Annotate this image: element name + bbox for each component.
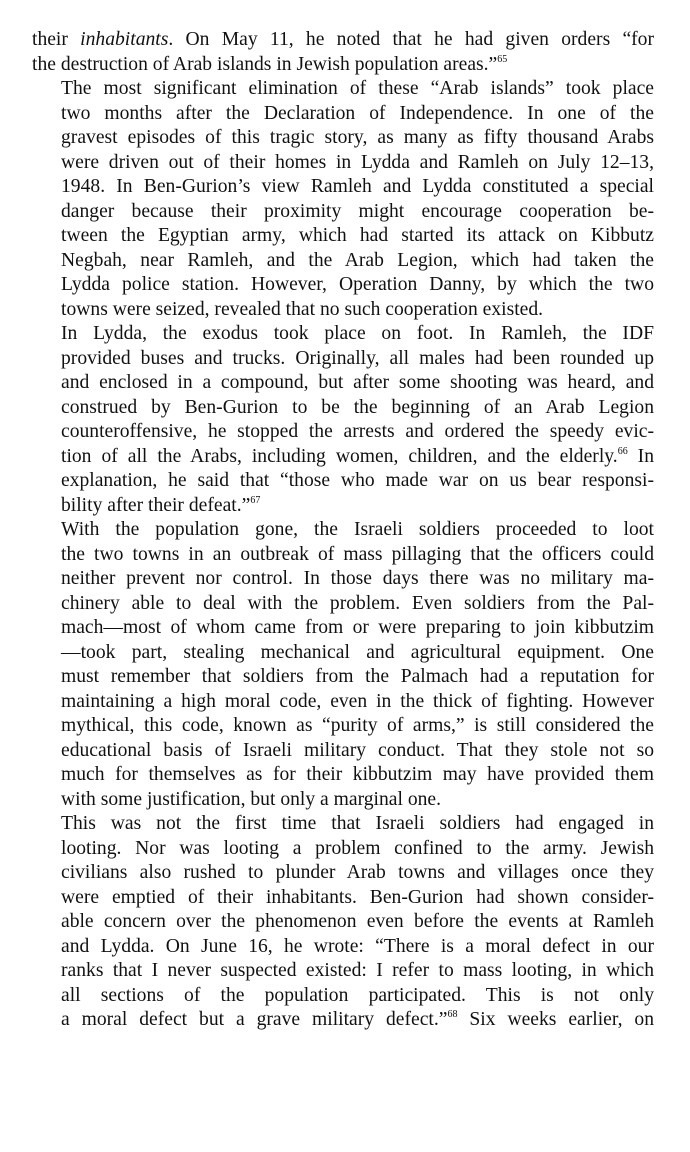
text-line: [32, 935, 654, 960]
text-segment: In Lydda, the exodus took place on foot. In Ramleh, the IDF: [61, 323, 654, 344]
text-segment: ranks that I never suspected existed: I refer to mass looting, in which: [61, 960, 654, 981]
text-segment: provided buses and trucks. Originally, all males had been rounded up: [61, 347, 654, 369]
text-segment: towns were seized, revealed that no such cooperation existed.: [61, 298, 544, 320]
text-line: [32, 763, 654, 788]
text-line: [32, 641, 654, 666]
text-segment: educational basis of Israeli military conduct. That they stole not so: [61, 739, 654, 761]
footnote-marker: 65: [497, 53, 508, 65]
text-line: [32, 690, 654, 715]
text-segment: civilians also rushed to plunder Arab towns and villages once they: [61, 862, 654, 883]
italic-text: inhabitants: [80, 29, 169, 50]
text-line: [32, 77, 654, 102]
text-segment: Negbah, near Ramleh, and the Arab Legion, which had taken the: [61, 249, 654, 271]
text-segment: In: [627, 445, 654, 467]
text-line: [32, 616, 654, 641]
paragraph: [32, 812, 654, 1033]
text-segment: maintaining a high moral code, even in the thick of fighting. However: [61, 690, 654, 712]
text-segment: danger because their proximity might encourage cooperation be-: [61, 200, 654, 222]
text-segment: the destruction of Arab islands in Jewish population areas.”: [32, 53, 498, 75]
text-segment: —took part, stealing mechanical and agricultural equipment. One: [61, 641, 654, 663]
text-segment: neither prevent nor control. In those days there was no military ma-: [61, 568, 654, 589]
text-line: [32, 665, 654, 690]
text-segment: must remember that soldiers from the Palmach had a reputation for: [61, 666, 654, 687]
text-line: [32, 788, 654, 813]
paragraph: [32, 77, 654, 322]
text-segment: mach—most of whom came from or were preparing to join kibbutzim: [61, 617, 654, 638]
text-line: [32, 959, 654, 984]
text-line: [32, 567, 654, 592]
text-segment: tween the Egyptian army, which had started its attack on Kibbutz: [61, 225, 654, 246]
text-segment: able concern over the phenomenon even before the events at Ramleh: [61, 911, 654, 932]
text-segment: and Lydda. On June 16, he wrote: “There is a moral defect in our: [61, 935, 654, 957]
book-page: [32, 28, 654, 1033]
text-segment: tion of all the Arabs, including women, children, and the elderly.: [61, 445, 618, 467]
text-segment: This was not the first time that Israeli soldiers had engaged in: [61, 813, 654, 834]
text-line: [32, 347, 654, 372]
text-segment: chinery able to deal with the problem. Even soldiers from the Pal-: [61, 592, 654, 614]
text-line: [32, 812, 654, 837]
text-line: [32, 102, 654, 127]
text-line: [32, 445, 654, 470]
text-line: [32, 273, 654, 298]
text-segment: counteroffensive, he stopped the arrests and ordered the speedy evic-: [61, 421, 654, 442]
text-line: [32, 714, 654, 739]
text-line: [32, 126, 654, 151]
text-line: [32, 224, 654, 249]
text-segment: the two towns in an outbreak of mass pillaging that the officers could: [61, 543, 654, 565]
footnote-marker: 66: [617, 445, 628, 457]
paragraph: [32, 322, 654, 518]
text-line: [32, 592, 654, 617]
text-line: [32, 298, 654, 323]
text-line: [32, 28, 654, 53]
text-segment: gravest episodes of this tragic story, as many as fifty thousand Arabs: [61, 127, 654, 148]
text-segment: with some justification, but only a marginal one.: [61, 788, 442, 810]
text-line: [32, 249, 654, 274]
text-line: [32, 371, 654, 396]
text-line: [32, 739, 654, 764]
text-segment: explanation, he said that “those who made war on us bear responsi-: [61, 470, 654, 491]
text-line: [32, 886, 654, 911]
footnote-marker: 68: [447, 1009, 458, 1020]
paragraph: [32, 518, 654, 812]
text-segment: bility after their defeat.”: [61, 494, 251, 516]
text-segment: Lydda police station. However, Operation Danny, by which the two: [61, 274, 654, 295]
text-segment: much for themselves as for their kibbutzim may have provided them: [61, 764, 654, 785]
text-segment: The most significant elimination of these “Arab islands” took place: [61, 78, 654, 99]
text-line: [32, 420, 654, 445]
text-line: [32, 494, 654, 519]
text-segment: and enclosed in a compound, but after some shooting was heard, and: [61, 372, 654, 393]
text-line: [32, 910, 654, 935]
text-segment: were emptied of their inhabitants. Ben-Gurion had shown consider-: [61, 886, 654, 908]
text-segment: a moral defect but a grave military defect.”: [61, 1009, 448, 1030]
text-segment: 1948. In Ben-Gurion’s view Ramleh and Lydda constituted a special: [61, 176, 654, 197]
text-segment: all sections of the population participated. This is not only: [61, 984, 654, 1006]
text-segment: mythical, this code, known as “purity of arms,” is still considered the: [61, 715, 654, 736]
text-segment: looting. Nor was looting a problem confined to the army. Jewish: [61, 837, 654, 859]
text-segment: their: [32, 29, 81, 50]
text-line: [32, 1008, 654, 1033]
text-line: [32, 175, 654, 200]
footnote-marker: 67: [250, 494, 261, 506]
text-line: [32, 396, 654, 421]
text-line: [32, 984, 654, 1009]
text-line: [32, 543, 654, 568]
text-segment: construed by Ben-Gurion to be the beginning of an Arab Legion: [61, 396, 654, 418]
text-line: [32, 200, 654, 225]
paragraph: [32, 28, 654, 77]
text-line: [32, 53, 654, 78]
text-segment: . On May 11, he noted that he had given orders “for: [168, 29, 654, 50]
text-line: [32, 469, 654, 494]
text-segment: With the population gone, the Israeli soldiers proceeded to loot: [61, 519, 654, 540]
text-segment: Six weeks earlier, on: [457, 1009, 655, 1030]
text-line: [32, 151, 654, 176]
text-line: [32, 518, 654, 543]
text-line: [32, 322, 654, 347]
text-line: [32, 861, 654, 886]
text-line: [32, 837, 654, 862]
text-segment: two months after the Declaration of Independence. In one of the: [61, 102, 654, 124]
text-segment: were driven out of their homes in Lydda and Ramleh on July 12–13,: [61, 151, 654, 173]
